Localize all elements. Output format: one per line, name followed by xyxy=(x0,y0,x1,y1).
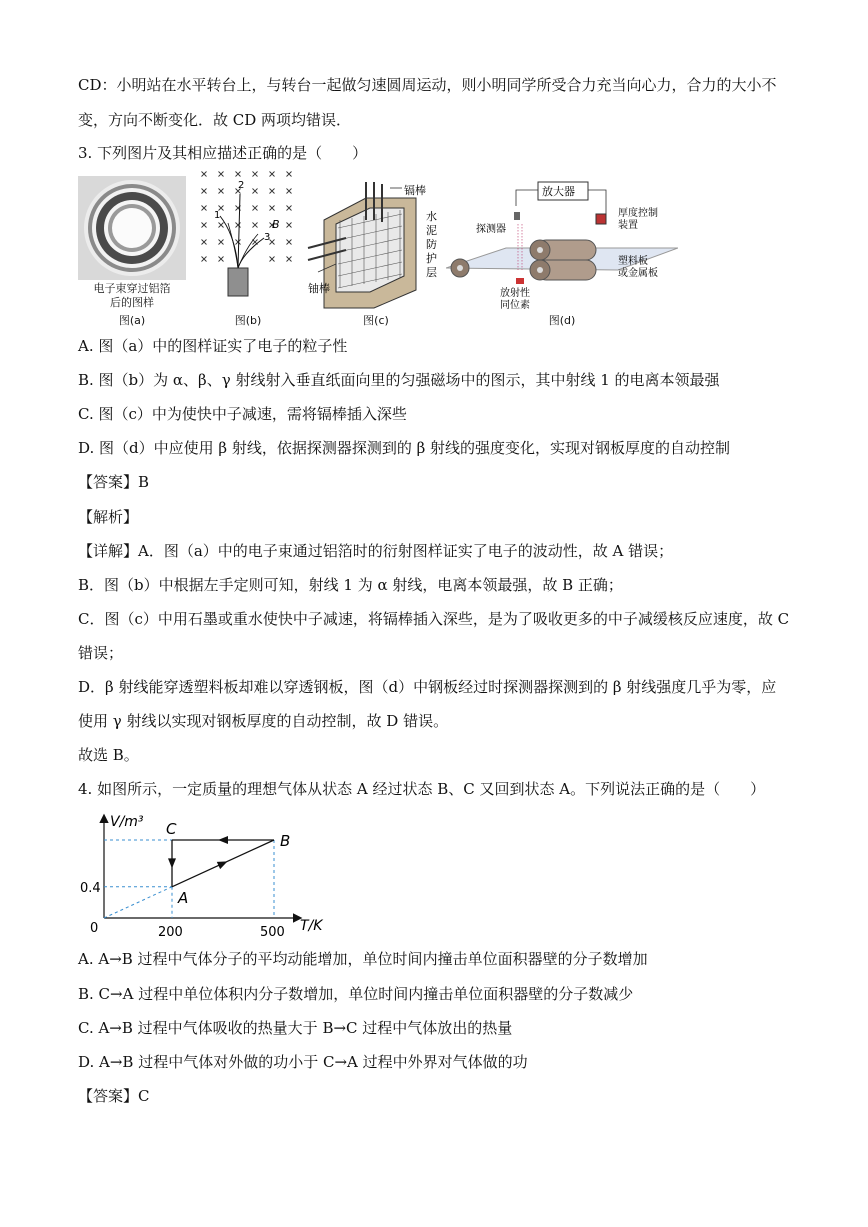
ray-2-label: 2 xyxy=(238,180,245,191)
field-cross xyxy=(270,189,275,194)
field-cross xyxy=(287,189,292,194)
analysis-heading: 【解析】 xyxy=(78,508,139,526)
text-line: CD：小明站在水平转台上，与转台一起做匀速圆周运动，则小明同学所受合力充当向心力，合力的大小不 xyxy=(78,76,777,94)
field-label: B xyxy=(272,218,280,231)
detector-label: 探测器 xyxy=(476,224,506,235)
field-cross xyxy=(270,257,275,262)
direction-arrow xyxy=(217,858,229,869)
detail-line: 【详解】A．图（a）中的电子束通过铝箔时的衍射图样证实了电子的波动性，故 A 错误； xyxy=(78,542,674,560)
point-B-label: B xyxy=(280,832,291,850)
field-cross xyxy=(202,189,207,194)
point-C-label: C xyxy=(166,820,177,838)
wall-label: 水 xyxy=(426,210,437,223)
ray-1-label: 1 xyxy=(214,210,221,221)
answer-4: 【答案】C xyxy=(78,1087,150,1105)
field-cross xyxy=(236,240,241,245)
option-c: C. 图（c）中为使快中子减速，需将镉棒插入深些 xyxy=(78,405,407,423)
direction-arrow xyxy=(218,836,228,844)
vt-chart xyxy=(78,808,338,946)
ray-3-label: 3 xyxy=(264,232,271,243)
thickness-control-diagram xyxy=(446,178,678,310)
y-tick-label: 0.4 xyxy=(80,880,101,896)
field-cross xyxy=(202,206,207,211)
figure-a-caption: 电子束穿过铝箔 xyxy=(93,282,171,295)
option-a: A. 图（a）中的图样证实了电子的粒子性 xyxy=(78,337,348,355)
y-axis-label: V/m³ xyxy=(110,814,144,830)
field-cross xyxy=(219,223,224,228)
field-cross xyxy=(287,240,292,245)
field-cross xyxy=(270,172,275,177)
option-d: D. 图（d）中应使用 β 射线，依据探测器探测到的 β 射线的强度变化，实现对钢板厚度的自动控制 xyxy=(78,439,731,457)
control-label: 装置 xyxy=(618,220,638,231)
vt-chart-svg xyxy=(78,808,338,946)
uranium-rod-label: 铀棒 xyxy=(308,282,330,295)
q4-option-c: C. A→B 过程中气体吸收的热量大于 B→C 过程中气体放出的热量 xyxy=(78,1019,513,1037)
x-tick-label: 0 xyxy=(90,921,99,936)
field-cross xyxy=(287,206,292,211)
detail-line: 故选 B。 xyxy=(78,746,139,764)
field-cross xyxy=(202,257,207,262)
field-cross xyxy=(202,223,207,228)
x-tick-label: 200 xyxy=(158,925,183,940)
field-cross xyxy=(202,240,207,245)
direction-arrow xyxy=(168,858,176,868)
field-cross xyxy=(287,223,292,228)
figure-c xyxy=(306,180,446,326)
field-cross xyxy=(202,172,207,177)
question-3: 3. 下列图片及其相应描述正确的是（ ） xyxy=(78,144,368,162)
wall-label: 泥 xyxy=(426,224,437,237)
field-cross xyxy=(287,257,292,262)
origin-guide-line xyxy=(104,887,172,918)
field-cross xyxy=(287,172,292,177)
q4-option-a: A. A→B 过程中气体分子的平均动能增加，单位时间内撞击单位面积器壁的分子数增加 xyxy=(78,950,648,968)
figure-a xyxy=(78,176,186,326)
figure-a-caption: 后的图样 xyxy=(110,296,154,309)
field-cross xyxy=(270,206,275,211)
figure-c-label: 图(c) xyxy=(363,314,389,327)
wall-label: 层 xyxy=(426,266,437,279)
q4-option-b: B. C→A 过程中单位体积内分子数增加，单位时间内撞击单位面积器壁的分子数减少 xyxy=(78,985,634,1003)
source-label: 放射性 xyxy=(500,288,530,299)
field-cross xyxy=(236,223,241,228)
figure-d xyxy=(446,178,678,326)
field-cross xyxy=(236,172,241,177)
detail-line: C．图（c）中用石墨或重水使快中子减速，将镉棒插入深些，是为了吸收更多的中子减缓核反应速度，故 C xyxy=(78,610,790,628)
figure-d-label: 图(d) xyxy=(548,314,576,327)
source-label: 同位素 xyxy=(500,300,530,310)
figure-a-label: 图(a) xyxy=(118,314,146,327)
text-line: 变，方向不断变化．故 CD 两项均错误． xyxy=(78,111,352,129)
field-cross xyxy=(219,240,224,245)
wall-label: 防 xyxy=(426,238,437,251)
x-axis-label: T/K xyxy=(300,918,323,934)
detail-line: 使用 γ 射线以实现对钢板厚度的自动控制，故 D 错误。 xyxy=(78,712,449,730)
x-tick-label: 500 xyxy=(260,925,285,940)
detail-line: 错误； xyxy=(78,644,124,662)
plate-label: 塑料板 xyxy=(618,256,648,267)
control-label: 厚度控制 xyxy=(618,208,658,219)
cadmium-rod-label: 镉棒 xyxy=(404,184,426,197)
q4-option-d: D. A→B 过程中气体对外做的功小于 C→A 过程中外界对气体做的功 xyxy=(78,1053,528,1071)
field-cross xyxy=(253,223,258,228)
field-cross xyxy=(219,189,224,194)
answer-3: 【答案】B xyxy=(78,473,150,491)
wall-label: 护 xyxy=(426,252,437,265)
amplifier-label: 放大器 xyxy=(542,185,575,198)
field-cross xyxy=(219,172,224,177)
question-4: 4. 如图所示，一定质量的理想气体从状态 A 经过状态 B、C 又回到状态 A。下列说法正确的是（ ） xyxy=(78,780,766,798)
magnetic-field-diagram xyxy=(198,168,298,308)
field-cross xyxy=(253,189,258,194)
point-A-label: A xyxy=(178,888,189,907)
field-cross xyxy=(253,206,258,211)
field-cross xyxy=(219,257,224,262)
detail-line: B．图（b）中根据左手定则可知，射线 1 为 α 射线，电离本领最强，故 B 正确； xyxy=(78,576,623,594)
diffraction-pattern xyxy=(78,176,186,280)
figure-b xyxy=(198,168,298,326)
option-b: B. 图（b）为 α、β、γ 射线射入垂直纸面向里的匀强磁场中的图示，其中射线 1 的电离本领最强 xyxy=(78,371,720,389)
detail-line: D．β 射线能穿透塑料板却难以穿透钢板，图（d）中钢板经过时探测器探测到的 β 射线强度几乎为零，应 xyxy=(78,678,777,696)
reactor-diagram xyxy=(306,180,446,310)
figure-b-label: 图(b) xyxy=(234,314,262,327)
field-cross xyxy=(253,172,258,177)
plate-label: 或金属板 xyxy=(618,268,658,279)
